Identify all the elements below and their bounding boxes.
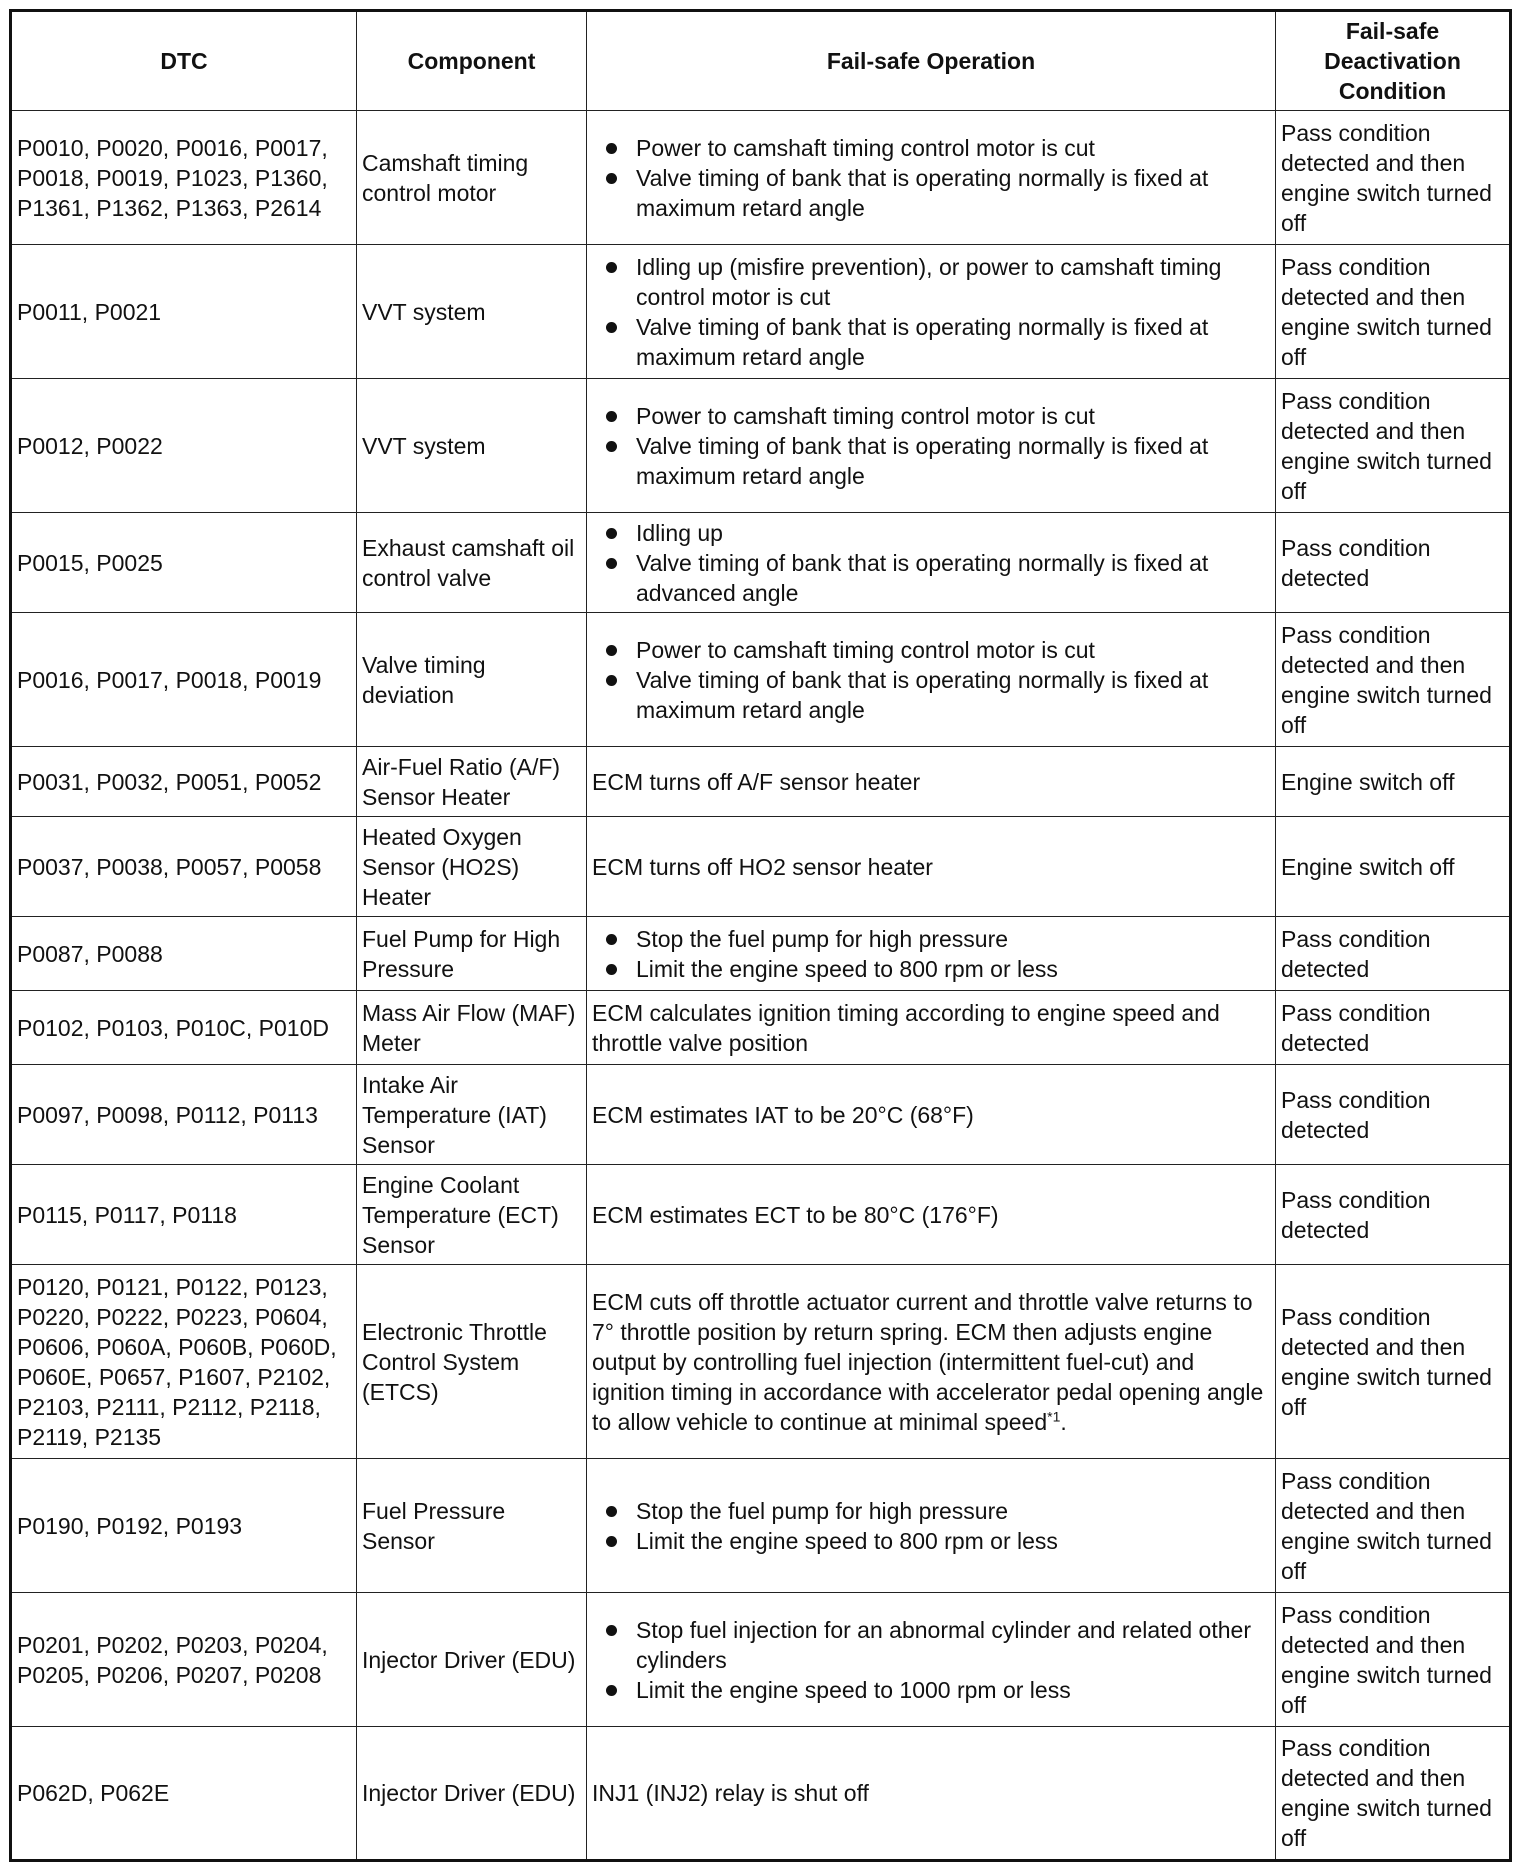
table-row (11, 111, 1511, 245)
bullet-list (592, 924, 1270, 984)
bullet-icon (606, 558, 617, 569)
bullet-text: Idling up (misfire prevention), or power to camshaft timing control motor is cut (636, 253, 1222, 310)
condition-cell: Pass condition detected and then engine switch turned off (1276, 613, 1511, 747)
bullet-text: Valve timing of bank that is operating normally is fixed at maximum retard angle (636, 666, 1209, 723)
table-row (11, 513, 1511, 613)
bullet-item (636, 635, 1270, 665)
dtc-cell: P0015, P0025 (11, 513, 357, 613)
operation-cell (587, 1165, 1276, 1265)
header-deactivation: Fail-safe Deactivation Condition (1276, 11, 1511, 111)
condition-cell: Pass condition detected (1276, 991, 1511, 1065)
operation-cell (587, 1727, 1276, 1861)
condition-cell: Pass condition detected and then engine switch turned off (1276, 111, 1511, 245)
component-cell: Engine Coolant Temperature (ECT) Sensor (357, 1165, 587, 1265)
bullet-text: Idling up (636, 519, 723, 546)
bullet-item (636, 1675, 1270, 1705)
table-row (11, 1265, 1511, 1459)
bullet-icon (606, 675, 617, 686)
component-cell: Valve timing deviation (357, 613, 587, 747)
bullet-text: Limit the engine speed to 800 rpm or less (636, 955, 1058, 982)
bullet-text: Limit the engine speed to 1000 rpm or less (636, 1676, 1071, 1703)
operation-cell (587, 613, 1276, 747)
bullet-icon (606, 645, 617, 656)
operation-cell (587, 817, 1276, 917)
bullet-item (636, 924, 1270, 954)
condition-cell: Pass condition detected (1276, 513, 1511, 613)
condition-cell: Pass condition detected and then engine switch turned off (1276, 1459, 1511, 1593)
bullet-item (636, 1526, 1270, 1556)
operation-cell (587, 111, 1276, 245)
bullet-icon (606, 441, 617, 452)
operation-cell (587, 1459, 1276, 1593)
dtc-cell: P0010, P0020, P0016, P0017, P0018, P0019, P1023, P1360, P1361, P1362, P1363, P2614 (11, 111, 357, 245)
component-cell: Mass Air Flow (MAF) Meter (357, 991, 587, 1065)
component-cell: Injector Driver (EDU) (357, 1727, 587, 1861)
dtc-cell: P0102, P0103, P010C, P010D (11, 991, 357, 1065)
table-row (11, 991, 1511, 1065)
bullet-text: Limit the engine speed to 800 rpm or less (636, 1527, 1058, 1554)
table-row (11, 613, 1511, 747)
bullet-text: Stop the fuel pump for high pressure (636, 1497, 1009, 1524)
condition-cell: Pass condition detected and then engine switch turned off (1276, 245, 1511, 379)
operation-text: ECM cuts off throttle actuator current and throttle valve returns to 7° throttle position by return spring. ECM then adjusts engine output by controlling fuel injection (intermittent fuel-cut) and ignition timing in accordance with accelerator pedal opening angle to allow vehicle to continue at minimal speed (592, 1288, 1264, 1435)
bullet-icon (606, 262, 617, 273)
operation-cell (587, 991, 1276, 1065)
condition-cell: Pass condition detected and then engine switch turned off (1276, 379, 1511, 513)
operation-text: ECM estimates ECT to be 80°C (176°F) (592, 1201, 999, 1228)
bullet-list (592, 1496, 1270, 1556)
bullet-text: Power to camshaft timing control motor is cut (636, 134, 1095, 161)
bullet-text: Valve timing of bank that is operating normally is fixed at maximum retard angle (636, 313, 1209, 370)
bullet-text: Valve timing of bank that is operating normally is fixed at advanced angle (636, 549, 1209, 606)
component-cell: Heated Oxygen Sensor (HO2S) Heater (357, 817, 587, 917)
bullet-item (636, 518, 1270, 548)
component-cell: Injector Driver (EDU) (357, 1593, 587, 1727)
dtc-cell: P0037, P0038, P0057, P0058 (11, 817, 357, 917)
dtc-cell: P0115, P0117, P0118 (11, 1165, 357, 1265)
dtc-cell: P0087, P0088 (11, 917, 357, 991)
condition-cell: Pass condition detected and then engine switch turned off (1276, 1593, 1511, 1727)
bullet-icon (606, 964, 617, 975)
operation-cell (587, 1265, 1276, 1459)
bullet-icon (606, 322, 617, 333)
component-cell: Fuel Pressure Sensor (357, 1459, 587, 1593)
table-body (11, 111, 1511, 1861)
bullet-text: Power to camshaft timing control motor is cut (636, 402, 1095, 429)
dtc-cell: P0097, P0098, P0112, P0113 (11, 1065, 357, 1165)
dtc-cell: P0190, P0192, P0193 (11, 1459, 357, 1593)
bullet-item (636, 312, 1270, 372)
table-row (11, 245, 1511, 379)
bullet-icon (606, 411, 617, 422)
bullet-icon (606, 1625, 617, 1636)
table-row (11, 817, 1511, 917)
sentence-period: . (1060, 1408, 1067, 1435)
footnote-marker: *1 (1047, 1407, 1061, 1424)
bullet-item (636, 954, 1270, 984)
bullet-text: Valve timing of bank that is operating normally is fixed at maximum retard angle (636, 164, 1209, 221)
dtc-cell: P0011, P0021 (11, 245, 357, 379)
component-cell: Electronic Throttle Control System (ETCS) (357, 1265, 587, 1459)
condition-cell: Pass condition detected (1276, 1165, 1511, 1265)
operation-text: ECM estimates IAT to be 20°C (68°F) (592, 1101, 974, 1128)
operation-cell (587, 513, 1276, 613)
operation-cell (587, 747, 1276, 817)
bullet-item (636, 548, 1270, 608)
operation-cell (587, 917, 1276, 991)
bullet-list (592, 1615, 1270, 1705)
condition-cell: Engine switch off (1276, 747, 1511, 817)
dtc-cell: P062D, P062E (11, 1727, 357, 1861)
fail-safe-table (9, 9, 1512, 1862)
operation-cell (587, 245, 1276, 379)
dtc-cell: P0201, P0202, P0203, P0204, P0205, P0206, P0207, P0208 (11, 1593, 357, 1727)
bullet-text: Power to camshaft timing control motor is cut (636, 636, 1095, 663)
table-row (11, 747, 1511, 817)
condition-cell: Pass condition detected and then engine switch turned off (1276, 1265, 1511, 1459)
bullet-item (636, 133, 1270, 163)
table-row (11, 1459, 1511, 1593)
bullet-text: Stop fuel injection for an abnormal cylinder and related other cylinders (636, 1616, 1251, 1673)
operation-cell (587, 1065, 1276, 1165)
bullet-item (636, 163, 1270, 223)
bullet-item (636, 1496, 1270, 1526)
component-cell: Air-Fuel Ratio (A/F) Sensor Heater (357, 747, 587, 817)
table-row (11, 1065, 1511, 1165)
header-row (11, 11, 1511, 111)
condition-cell: Pass condition detected and then engine switch turned off (1276, 1727, 1511, 1861)
table-row (11, 1165, 1511, 1265)
bullet-list (592, 401, 1270, 491)
condition-cell: Pass condition detected (1276, 1065, 1511, 1165)
bullet-text: Stop the fuel pump for high pressure (636, 925, 1009, 952)
bullet-list (592, 518, 1270, 608)
bullet-text: Valve timing of bank that is operating normally is fixed at maximum retard angle (636, 432, 1209, 489)
component-cell: Fuel Pump for High Pressure (357, 917, 587, 991)
condition-cell: Pass condition detected (1276, 917, 1511, 991)
dtc-cell: P0031, P0032, P0051, P0052 (11, 747, 357, 817)
bullet-icon (606, 143, 617, 154)
operation-text: ECM turns off A/F sensor heater (592, 768, 921, 795)
bullet-item (636, 431, 1270, 491)
bullet-item (636, 252, 1270, 312)
component-cell: VVT system (357, 245, 587, 379)
table-row (11, 379, 1511, 513)
bullet-icon (606, 1536, 617, 1547)
bullet-list (592, 133, 1270, 223)
bullet-item (636, 401, 1270, 431)
operation-cell (587, 379, 1276, 513)
dtc-cell: P0120, P0121, P0122, P0123, P0220, P0222, P0223, P0604, P0606, P060A, P060B, P060D, P060E, P0657, P1607, P2102, P2103, P2111, P2112, P2118, P2119, P2135 (11, 1265, 357, 1459)
bullet-icon (606, 934, 617, 945)
table-row (11, 1727, 1511, 1861)
bullet-icon (606, 1506, 617, 1517)
table-row (11, 1593, 1511, 1727)
condition-cell: Engine switch off (1276, 817, 1511, 917)
header-component: Component (357, 11, 587, 111)
bullet-list (592, 635, 1270, 725)
component-cell: Exhaust camshaft oil control valve (357, 513, 587, 613)
component-cell: Intake Air Temperature (IAT) Sensor (357, 1065, 587, 1165)
operation-text: ECM turns off HO2 sensor heater (592, 853, 933, 880)
table-row (11, 917, 1511, 991)
bullet-icon (606, 1685, 617, 1696)
bullet-icon (606, 528, 617, 539)
bullet-item (636, 1615, 1270, 1675)
bullet-item (636, 665, 1270, 725)
operation-text: INJ1 (INJ2) relay is shut off (592, 1780, 869, 1806)
bullet-list (592, 252, 1270, 372)
bullet-icon (606, 173, 617, 184)
component-cell: Camshaft timing control motor (357, 111, 587, 245)
dtc-cell: P0012, P0022 (11, 379, 357, 513)
header-operation: Fail-safe Operation (587, 11, 1276, 111)
component-cell: VVT system (357, 379, 587, 513)
operation-text: ECM calculates ignition timing according to engine speed and throttle valve position (592, 999, 1220, 1056)
dtc-cell: P0016, P0017, P0018, P0019 (11, 613, 357, 747)
operation-cell (587, 1593, 1276, 1727)
header-dtc: DTC (11, 11, 357, 111)
